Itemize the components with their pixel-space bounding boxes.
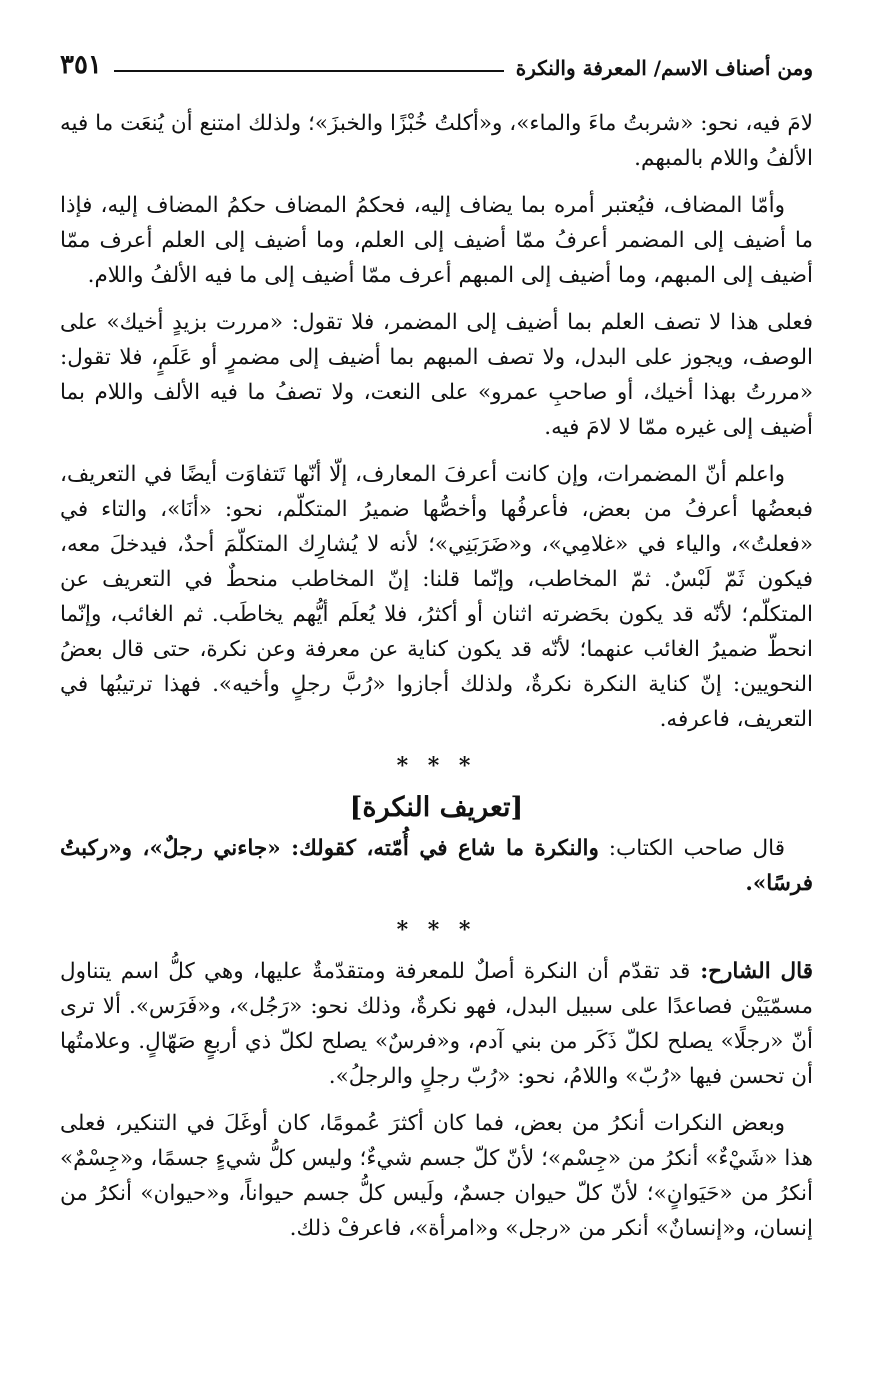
paragraph-2: وأمّا المضاف، فيُعتبر أمره بما يضاف إليه، فحكمُ المضاف حكمُ المضاف إليه، فإذا ما أضيف إلى المضمر أعرفُ ممّا أضيف إلى العلم، وما أضيف إلى العلم أعرف ممّا أضيف إلى المبهم، وما أضيف إلى المبهم أعرف ممّا أضيف إلى ما فيه الألفُ واللام.: [60, 193, 813, 288]
paragraph-4: واعلم أنّ المضمرات، وإن كانت أعرفَ المعارف، إلّا أنّها تَتفاوَت أيضًا في التعريف، فبعضُها أعرفُ من بعض، فأعرفُها وأخصُّها ضميرُ المتكلّم، نحو: «أنَا»، والتاء في «فعلتُ»، والياء في «غلامِي»، و«ضَرَبَنِي»؛ لأنه لا يُشارِك المتكلّمَ أحدٌ، فيدخلَ معه، فيكون ثَمّ لَبْسٌ. ثمّ المخاطب، وإنّما قلنا: إنّ المخاطب منحطٌ في التعريف عن المتكلّم؛ لأنّه قد يكون بحَضرته اثنان أو أكثرُ، فلا يُعلَم أيُّهم يخاطَب. ثم الغائب، وإنّما انحطّ ضميرُ الغائب عنهما؛ لأنّه قد يكون كناية عن معرفة وعن نكرة، حتى قال بعضُ النحويين: إنّ كناية النكرة نكرةٌ، ولذلك أجازوا «رُبَّ رجلٍ وأخيه». فهذا ترتيبُها في التعريف، فاعرفه.: [60, 462, 813, 732]
paragraph-3: فعلى هذا لا تصف العلم بما أضيف إلى المضمر، فلا تقول: «مررت بزيدٍ أخيك» على الوصف، ويجوز على البدل، ولا تصف المبهم بما أضيف إلى مضمرٍ أو عَلَمٍ، فلا تقول: «مررتُ بهذا أخيك، أو صاحبِ عمرو» على النعت، ولا تصفُ ما فيه الألف واللام بما أضيف إلى غيره ممّا لا لامَ فيه.: [60, 310, 813, 440]
separator-stars-2: * * *: [396, 917, 477, 943]
section-heading: [تعريف النكرة]: [349, 792, 524, 823]
header-rule: [114, 70, 504, 72]
paragraph-1: لامَ فيه، نحو: «شربتُ ماءَ والماء»، و«أكلتُ خُبْزًا والخبزَ»؛ ولذلك امتنع أن يُنعَت ما فيه الألفُ واللام بالمبهم.: [60, 111, 813, 171]
paragraph-author-quote: [60, 831, 813, 901]
page-number: ٣٥١: [60, 50, 102, 80]
author-quote-prefix: قال صاحب الكتاب:: [598, 836, 785, 861]
page-header: [60, 40, 813, 80]
commentary-text: قد تقدّم أن النكرة أصلٌ للمعرفة ومتقدّمةٌ عليها، وهي كلُّ اسم يتناول مسمّيَيْن فصاعدًا على سبيل البدل، فهو نكرةٌ، وذلك نحو: «رَجُل»، و«فَرَس». ألا ترى أنّ «رجلًا» يصلح لكلّ ذَكَر من بني آدم، و«فرسٌ» يصلح لكلّ ذي أربعٍ صَهّالٍ. وعلامتُها أن تحسن فيها «رُبّ» واللامُ، نحو: «رُبّ رجلٍ والرجلُ».: [60, 959, 813, 1089]
running-title: ومن أصناف الاسم/ المعرفة والنكرة: [515, 56, 813, 80]
separator-stars-1: * * *: [396, 753, 477, 779]
page-body: [60, 106, 813, 1246]
author-quote-text: والنكرة ما شاع في أُمّته، كقولك: «جاءني رجلٌ»، و«ركبتُ فرسًا».: [60, 836, 813, 896]
commentator-label: قال الشارح:: [690, 959, 814, 984]
paragraph-commentary: [60, 954, 813, 1094]
paragraph-7: وبعض النكرات أنكرُ من بعض، فما كان أكثرَ عُمومًا، كان أوغَلَ في التنكير، فعلى هذا «شَيْءٌ» أنكرُ من «جِسْم»؛ لأنّ كلّ جسم شيءٌ؛ وليس كلُّ شيءٍ جسمًا، و«جِسْمٌ» أنكرُ من «حَيَوانٍ»؛ لأنّ كلّ حيوان جسمٌ، ولَيس كلُّ جسم حيواناً، و«حيوان» أنكرُ من إنسان، و«إنسانٌ» أنكر من «رجل» و«امرأة»، فاعرفْ ذلك.: [60, 1111, 813, 1241]
